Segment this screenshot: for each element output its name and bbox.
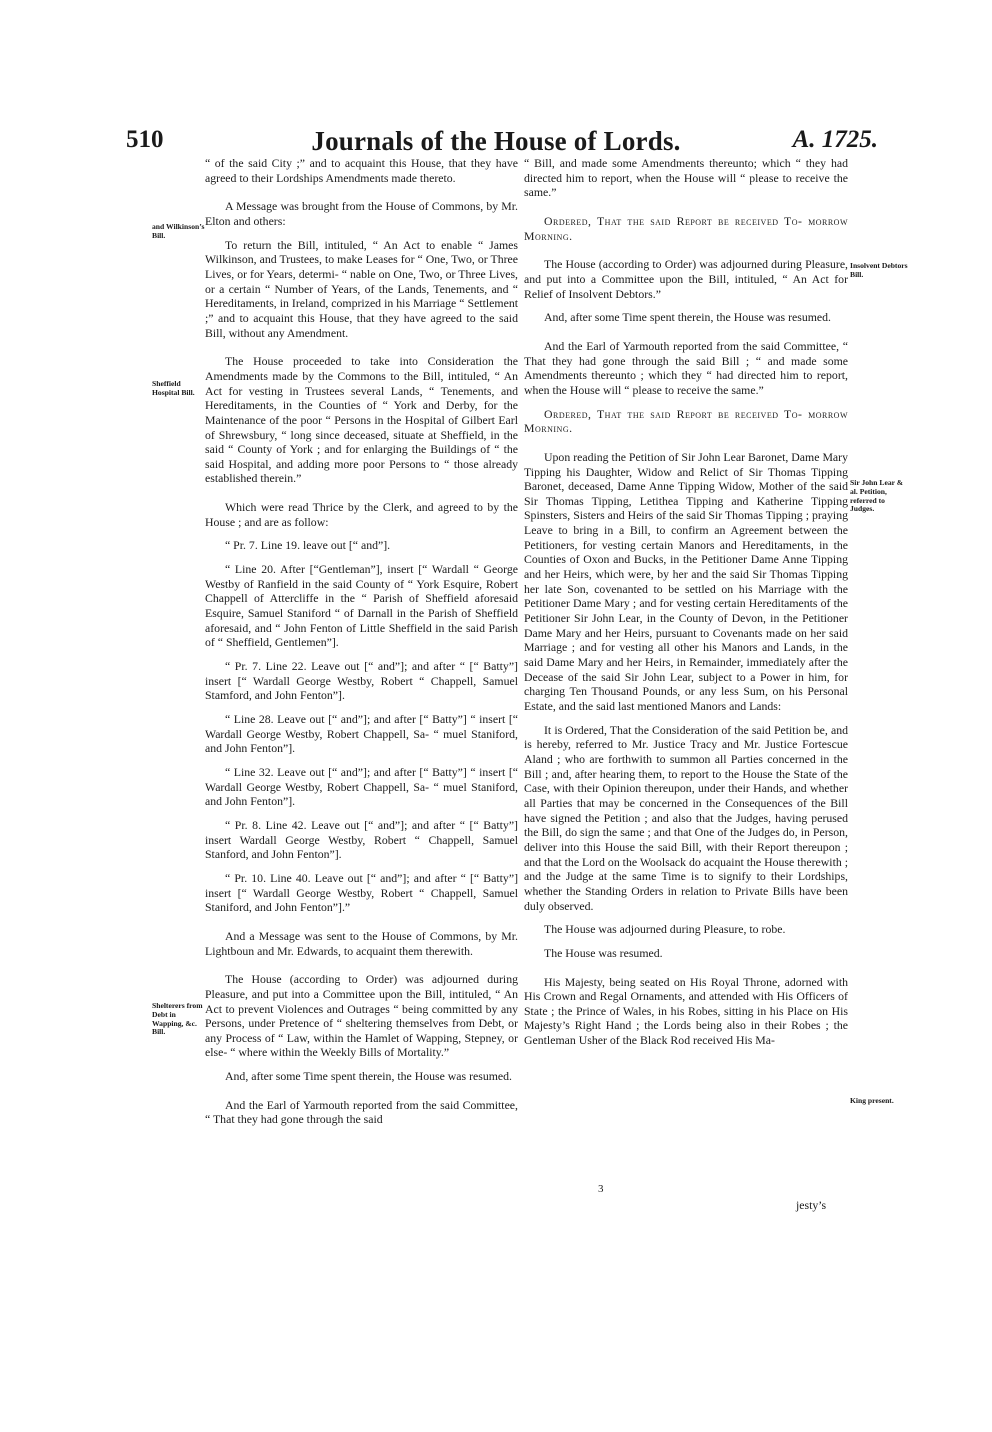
paragraph: The House was resumed.	[544, 945, 663, 960]
paragraph: And the Earl of Yarmouth reported from the said Committee, “ That they had gone through the said Bill ; “ and made some Amendments thereunto ; which they “ had directed him to report, when the House will “ please to receive the same.”	[524, 338, 848, 397]
paragraph: The House (according to Order) was adjourned during Pleasure, and put into a Committee upon the Bill, intituled, “ An Act to prevent Violences and Outrages “ being committed by any Persons, under Pretence of “ sheltering themselves from Debt, or any Process of “ Law, within the Hamlet of Wapping, Stepney, or else- “ where within the Weekly Bills of Mortality.”	[205, 972, 518, 1060]
paragraph: “ Pr. 10. Line 40. Leave out [“ and”]; and after “ [“ Batty”] insert [“ Wardall George Westby, Robert “ Chappell, Samuel Staniford, and John Fenton”].”	[205, 870, 518, 915]
left-column	[205, 156, 518, 1136]
paragraph: The House proceeded to take into Consideration the Amendments made by the Commons to the Bill, intituled, “ An Act for vesting in Trustees several Lands, “ Tenements, and Hereditaments, in the Counties of “ York and Derby, for the Maintenance of the poor “ Persons in the Hospital of Gilbert Earl of Shrewsbury, “ long since deceased, situate at Sheffield, in the said “ County of York ; and for enlarging the Buildings of “ the said Hospital, and adding more poor Persons to “ those already established therein.”	[205, 354, 518, 486]
page-year: A. 1725.	[792, 126, 878, 153]
paragraph: “ of the said City ;” and to acquaint this House, that they have agreed to their Lordships Amendments made thereto.	[205, 156, 518, 185]
page-number: 510	[126, 126, 164, 153]
signature-mark: 3	[598, 1183, 604, 1195]
paragraph: “ Line 32. Leave out [“ and”]; and after [“ Batty”] “ insert [“ Wardall George Westby, Robert Chappell, Sa- “ muel Staniford, and John Fenton”].	[205, 764, 518, 809]
paragraph: “ Pr. 8. Line 42. Leave out [“ and”]; and after “ [“ Batty”] insert Wardall George Westby, Robert “ Chappell, Samuel Stanford, and John Fenton”].	[205, 817, 518, 862]
paragraph: Ordered, That the said Report be received To- morrow Morning.	[524, 213, 848, 243]
catchword: jesty’s	[796, 1198, 827, 1212]
paragraph: “ Line 20. After [“Gentleman”], insert [“ Wardall “ George Westby of Ranfield in the said County of “ York Esquire, Robert Chappell of Attercliffe in the “ Parish of Sheffield aforesaid Esquire, Samuel Staniford “ of Darnall in the Parish of Sheffield aforesaid, and “ John Fenton of Little Sheffield in the said Parish of “ Sheffield, Gentlemen”].	[205, 562, 518, 650]
right-column	[524, 156, 848, 1057]
paragraph: Which were read Thrice by the Clerk, and agreed to by the House ; and are as follow:	[205, 500, 518, 529]
page-title: Journals of the House of Lords.	[311, 126, 681, 156]
paragraph: The House was adjourned during Pleasure, to robe.	[544, 922, 786, 937]
paragraph: “ Line 28. Leave out [“ and”]; and after [“ Batty”] “ insert [“ Wardall George Westby, Robert Chappell, Sa- “ muel Staniford, and John Fenton”].	[205, 712, 518, 756]
paragraph: Ordered, That the said Report be received To- morrow Morning.	[524, 406, 848, 436]
margin-note-lear: Sir John Lear & al. Petition, referred to Judges.	[850, 478, 904, 514]
paragraph: The House (according to Order) was adjourned during Pleasure, and put into a Committee upon the Bill, intituled, “ An Act for Relief of Insolvent Debtors.”	[524, 257, 848, 301]
paragraph: And, after some Time spent therein, the House was resumed.	[544, 310, 832, 325]
paragraph: Upon reading the Petition of Sir John Lear Baronet, Dame Mary Tipping his Daughter, Widow and Relict of Sir Thomas Tipping Baronet, deceased, Dame Anne Tipping Widow, Mother of the said Sir Thomas Tipping, Letithea Tipping and Katherine Tipping Spinsters, Sisters and Heirs of the said Sir Thomas Tipping ; praying Leave to bring in a Bill, to confirm an Agreement between the Petitioners, for vesting certain Manors and Hereditaments, in the Counties of Oxon and Bucks, in the Petitioner Dame Anne Tipping and her Heirs, which were, by her and the said Sir Thomas Tipping her late Son, covenanted to be settled on his Marriage with the Petitioner Dame Mary ; and for vesting certain Hereditaments of the Petitioner Sir John Lear, in the County of Devon, in the Petitioner Dame Mary and her Heirs, pursuant to Covenants made on her said Marriage ; and for vesting all other his Manors and Lands, in the said Dame Mary and her Heirs, in Remainder, immediately after the Decease of the said Sir John Lear, subject to a Power in him, for charging Ten Thousand Pounds, or any less Sum, on his Personal Estate, and the said last mentioned Manors and Lands:	[524, 449, 848, 713]
margin-note-shelterers: Shelterers from Debt in Wapping, &c. Bill.	[152, 1001, 203, 1037]
paragraph: And the Earl of Yarmouth reported from the said Committee, “ That they had gone through the said	[205, 1097, 518, 1127]
paragraph: A Message was brought from the House of Commons, by Mr. Elton and others:	[205, 199, 518, 228]
paragraph: And, after some Time spent therein, the House was resumed.	[225, 1069, 513, 1084]
paragraph: “ Pr. 7. Line 22. Leave out [“ and”]; and after “ [“ Batty”] insert [“ Wardall George Westby, Robert “ Chappell, Samuel Stamford, and John Fenton”].	[205, 659, 518, 703]
paragraph: “ Pr. 7. Line 19. leave out [“ and”].	[225, 538, 391, 553]
paragraph: It is Ordered, That the Consideration of the said Petition be, and is hereby, referred to Mr. Justice Tracy and Mr. Justice Fortescue Aland ; who are forthwith to summon all Parties concerned in the Bill ; and, after hearing them, to report to the House the State of the Case, with their Opinion thereupon, under their Hands, and whether all Parties that may be concerned in the Consequences of the Bill have signed the Petition ; and also that the Judges, having perused the Bill, do sign the same ; and that One of the Judges do, in Person, deliver into this House the said Bill, with their Report thereupon ; and that the Lord on the Woolsack do acquaint the House therewith ; and the Judge at the same Time is to signify to their Lordships, whether the Standing Orders in relation to Private Bills have been duly observed.	[524, 722, 848, 913]
margin-note-king: King present.	[850, 1096, 894, 1105]
margin-note-insolvent: Insolvent Debtors Bill.	[850, 261, 908, 279]
paragraph: And a Message was sent to the House of Commons, by Mr. Lightboun and Mr. Edwards, to acquaint them therewith.	[205, 928, 518, 958]
paragraph: His Majesty, being seated on His Royal Throne, adorned with His Crown and Regal Ornaments, and attended with His Officers of State ; the Prince of Wales, in his Robes, sitting in his Place on His Majesty’s Right Hand ; the Lords being also in their Robes ; the Gentleman Usher of the Black Rod received His Ma-	[524, 974, 848, 1048]
paragraph: “ Bill, and made some Amendments thereunto; which “ they had directed him to report, when the House will “ please to receive the same.”	[524, 156, 848, 200]
margin-note-wilkinson: and Wilkinson’s Bill.	[152, 222, 205, 240]
margin-note-sheffield: Sheffield Hospital Bill.	[152, 379, 195, 397]
paragraph: To return the Bill, intituled, “ An Act to enable “ James Wilkinson, and Trustees, to make Leases for “ One, Two, or Three Lives, or for Years, determi- “ nable on One, Two, or Three Lives, or a certain “ Number of Years, of the Lands, Tenements, and “ Hereditaments, in Ireland, comprized in his Marriage “ Settlement ;” and to acquaint this House, that they have agreed to the said Bill, without any Amendment.	[205, 237, 518, 340]
